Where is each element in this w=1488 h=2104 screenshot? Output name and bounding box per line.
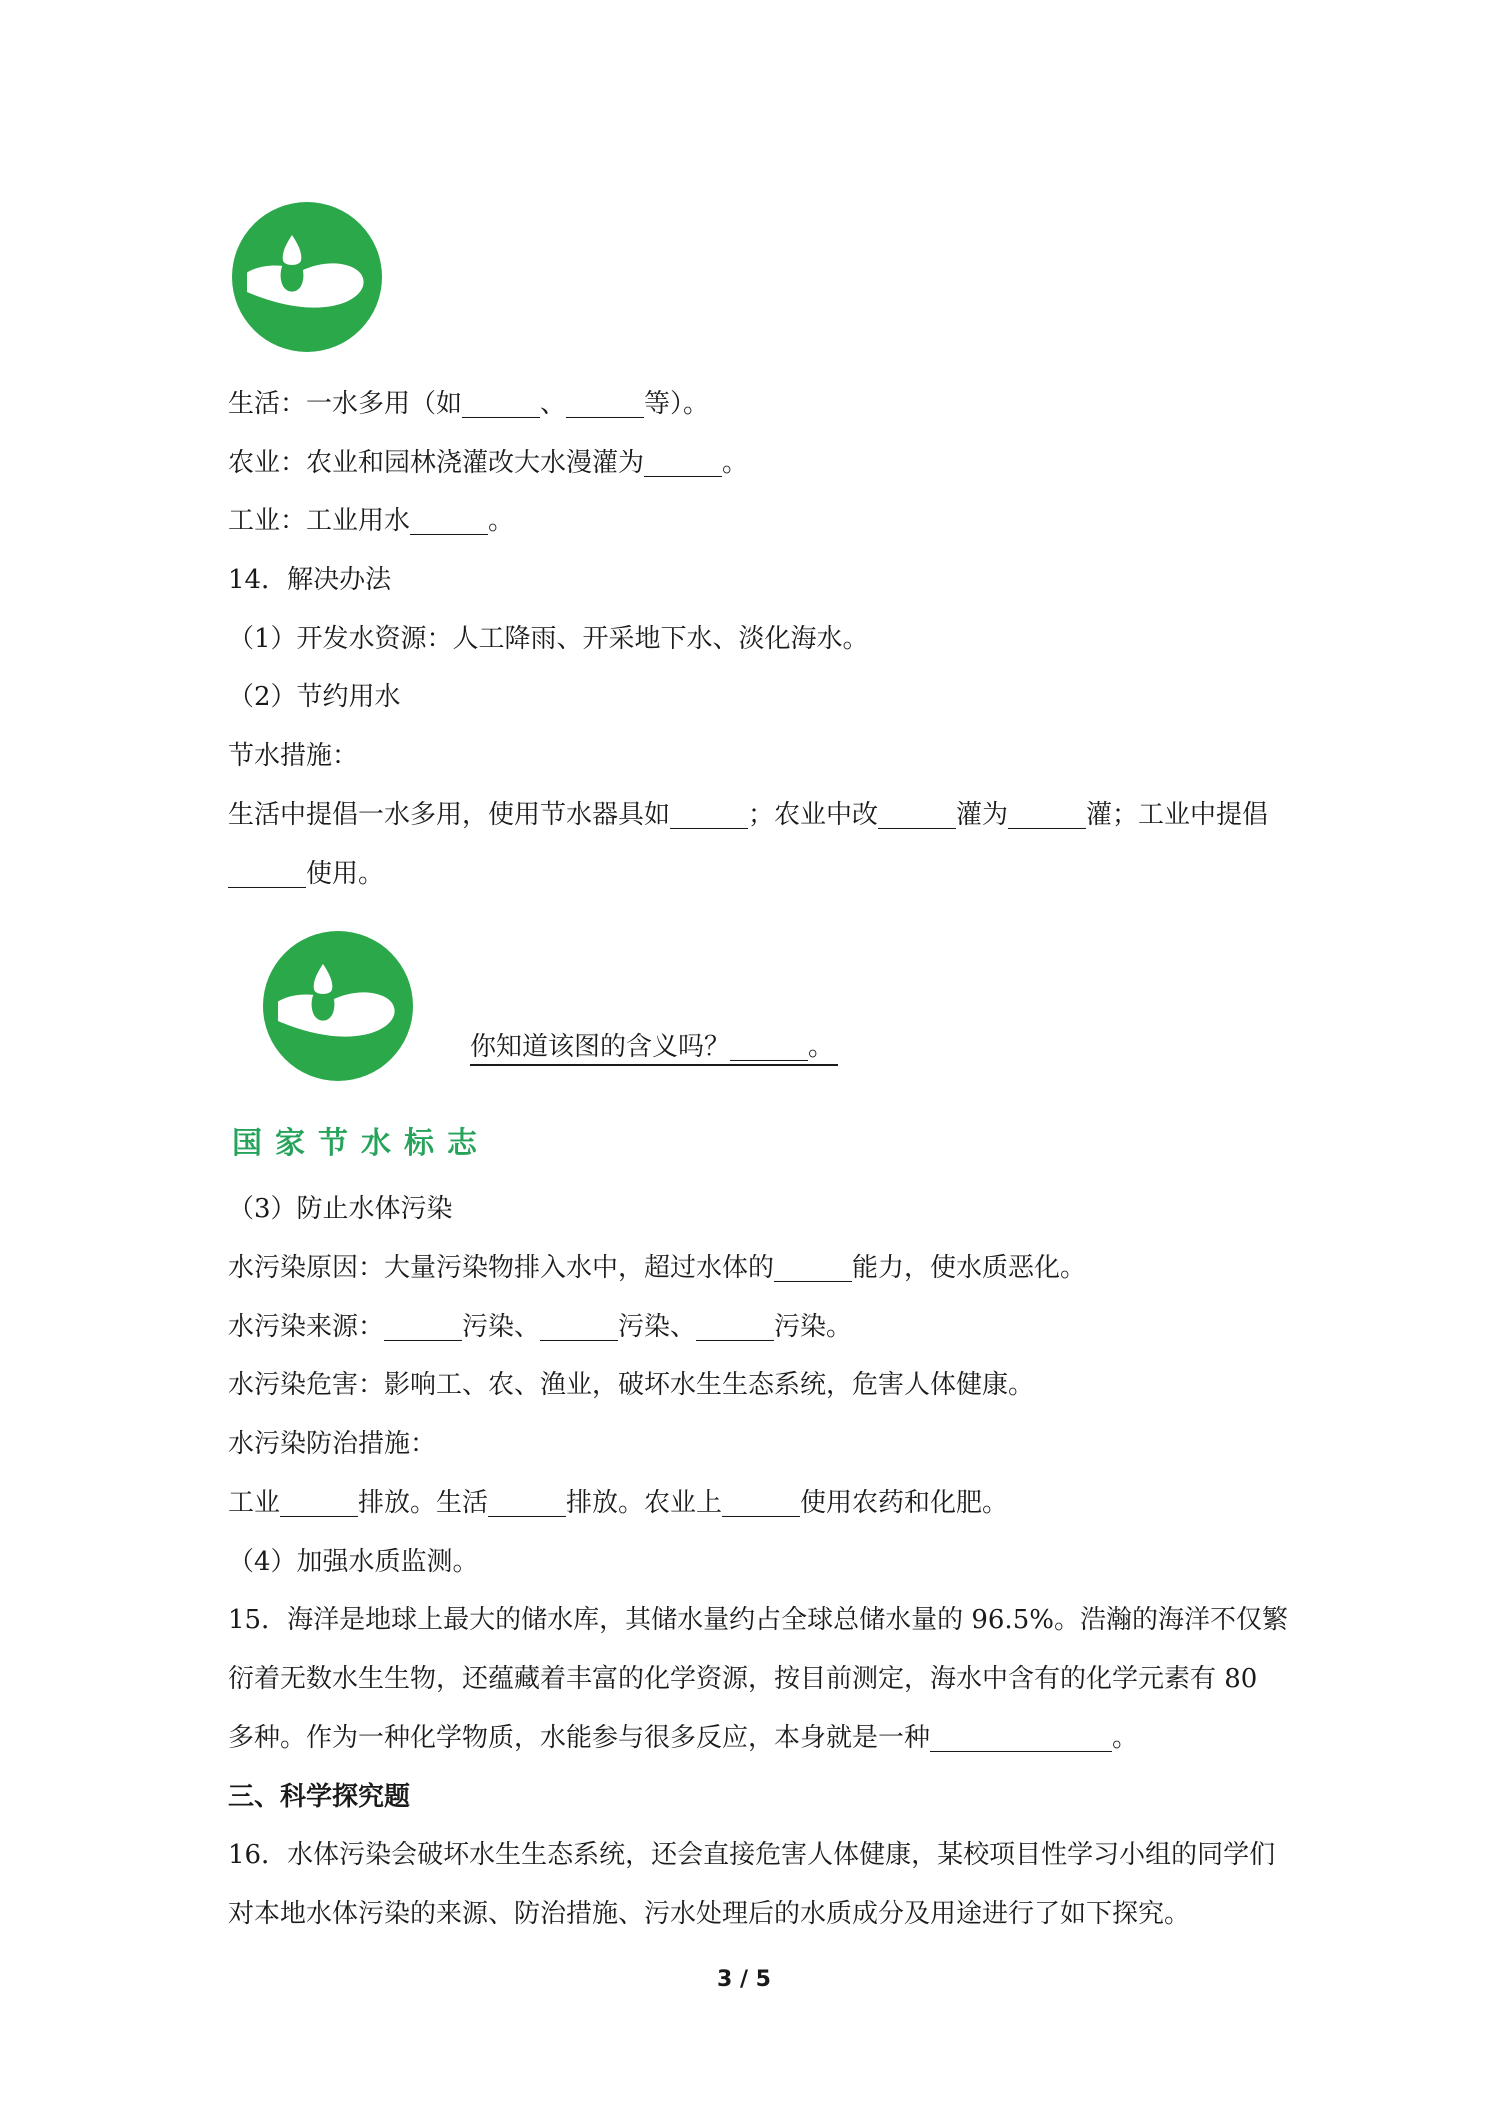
logo-caption: 国家节水标志 [232,1126,490,1161]
text-line: 工业：工业用水______。 [228,506,515,536]
section-heading: 三、科学探究题 [228,1782,411,1812]
text-line: （1）开发水资源：人工降雨、开采地下水、淡化海水。 [228,624,869,654]
question-14-heading: 14．解决办法 [228,565,392,595]
water-saving-logo-icon [232,202,382,352]
text-line: 水污染防治措施： [228,1429,437,1459]
text-line: ______使用。 [228,859,385,889]
question-15-text: 15．海洋是地球上最大的储水库，其储水量约占全球总储水量的 96.5%。浩瀚的海洋不仅繁 [228,1605,1288,1635]
text-line: （4）加强水质监测。 [228,1547,479,1577]
text-line: 水污染原因：大量污染物排入水中，超过水体的______能力，使水质恶化。 [228,1253,1087,1283]
text-line: 水污染来源：______污染、______污染、______污染。 [228,1312,853,1342]
text-line: 生活：一水多用（如______、______等）。 [228,389,710,419]
text-line: （3）防止水体污染 [228,1194,453,1224]
page-number: 3 / 5 [717,1967,771,1992]
text-line: 工业______排放。生活______排放。农业上______使用农药和化肥。 [228,1488,1009,1518]
text-line: 生活中提倡一水多用，使用节水器具如______；农业中改______灌为______灌；工业中提倡 [228,800,1269,830]
text-line: 节水措施： [228,741,359,771]
question-16-text: 对本地水体污染的来源、防治措施、污水处理后的水质成分及用途进行了如下探究。 [228,1899,1191,1929]
question-15-text: 多种。作为一种化学物质，水能参与很多反应，本身就是一种______________。 [228,1723,1139,1753]
national-water-saving-logo-icon [263,931,413,1081]
text-line: （2）节约用水 [228,682,401,712]
logo-question: 你知道该图的含义吗？______。 [470,1026,838,1066]
question-16-text: 16．水体污染会破坏水生生态系统，还会直接危害人体健康，某校项目性学习小组的同学们 [228,1840,1276,1870]
text-line: 水污染危害：影响工、农、渔业，破坏水生生态系统，危害人体健康。 [228,1370,1035,1400]
text-line: 农业：农业和园林浇灌改大水漫灌为______。 [228,448,749,478]
question-15-text: 衍着无数水生生物，还蕴藏着丰富的化学资源，按目前测定，海水中含有的化学元素有 80 [228,1664,1258,1694]
